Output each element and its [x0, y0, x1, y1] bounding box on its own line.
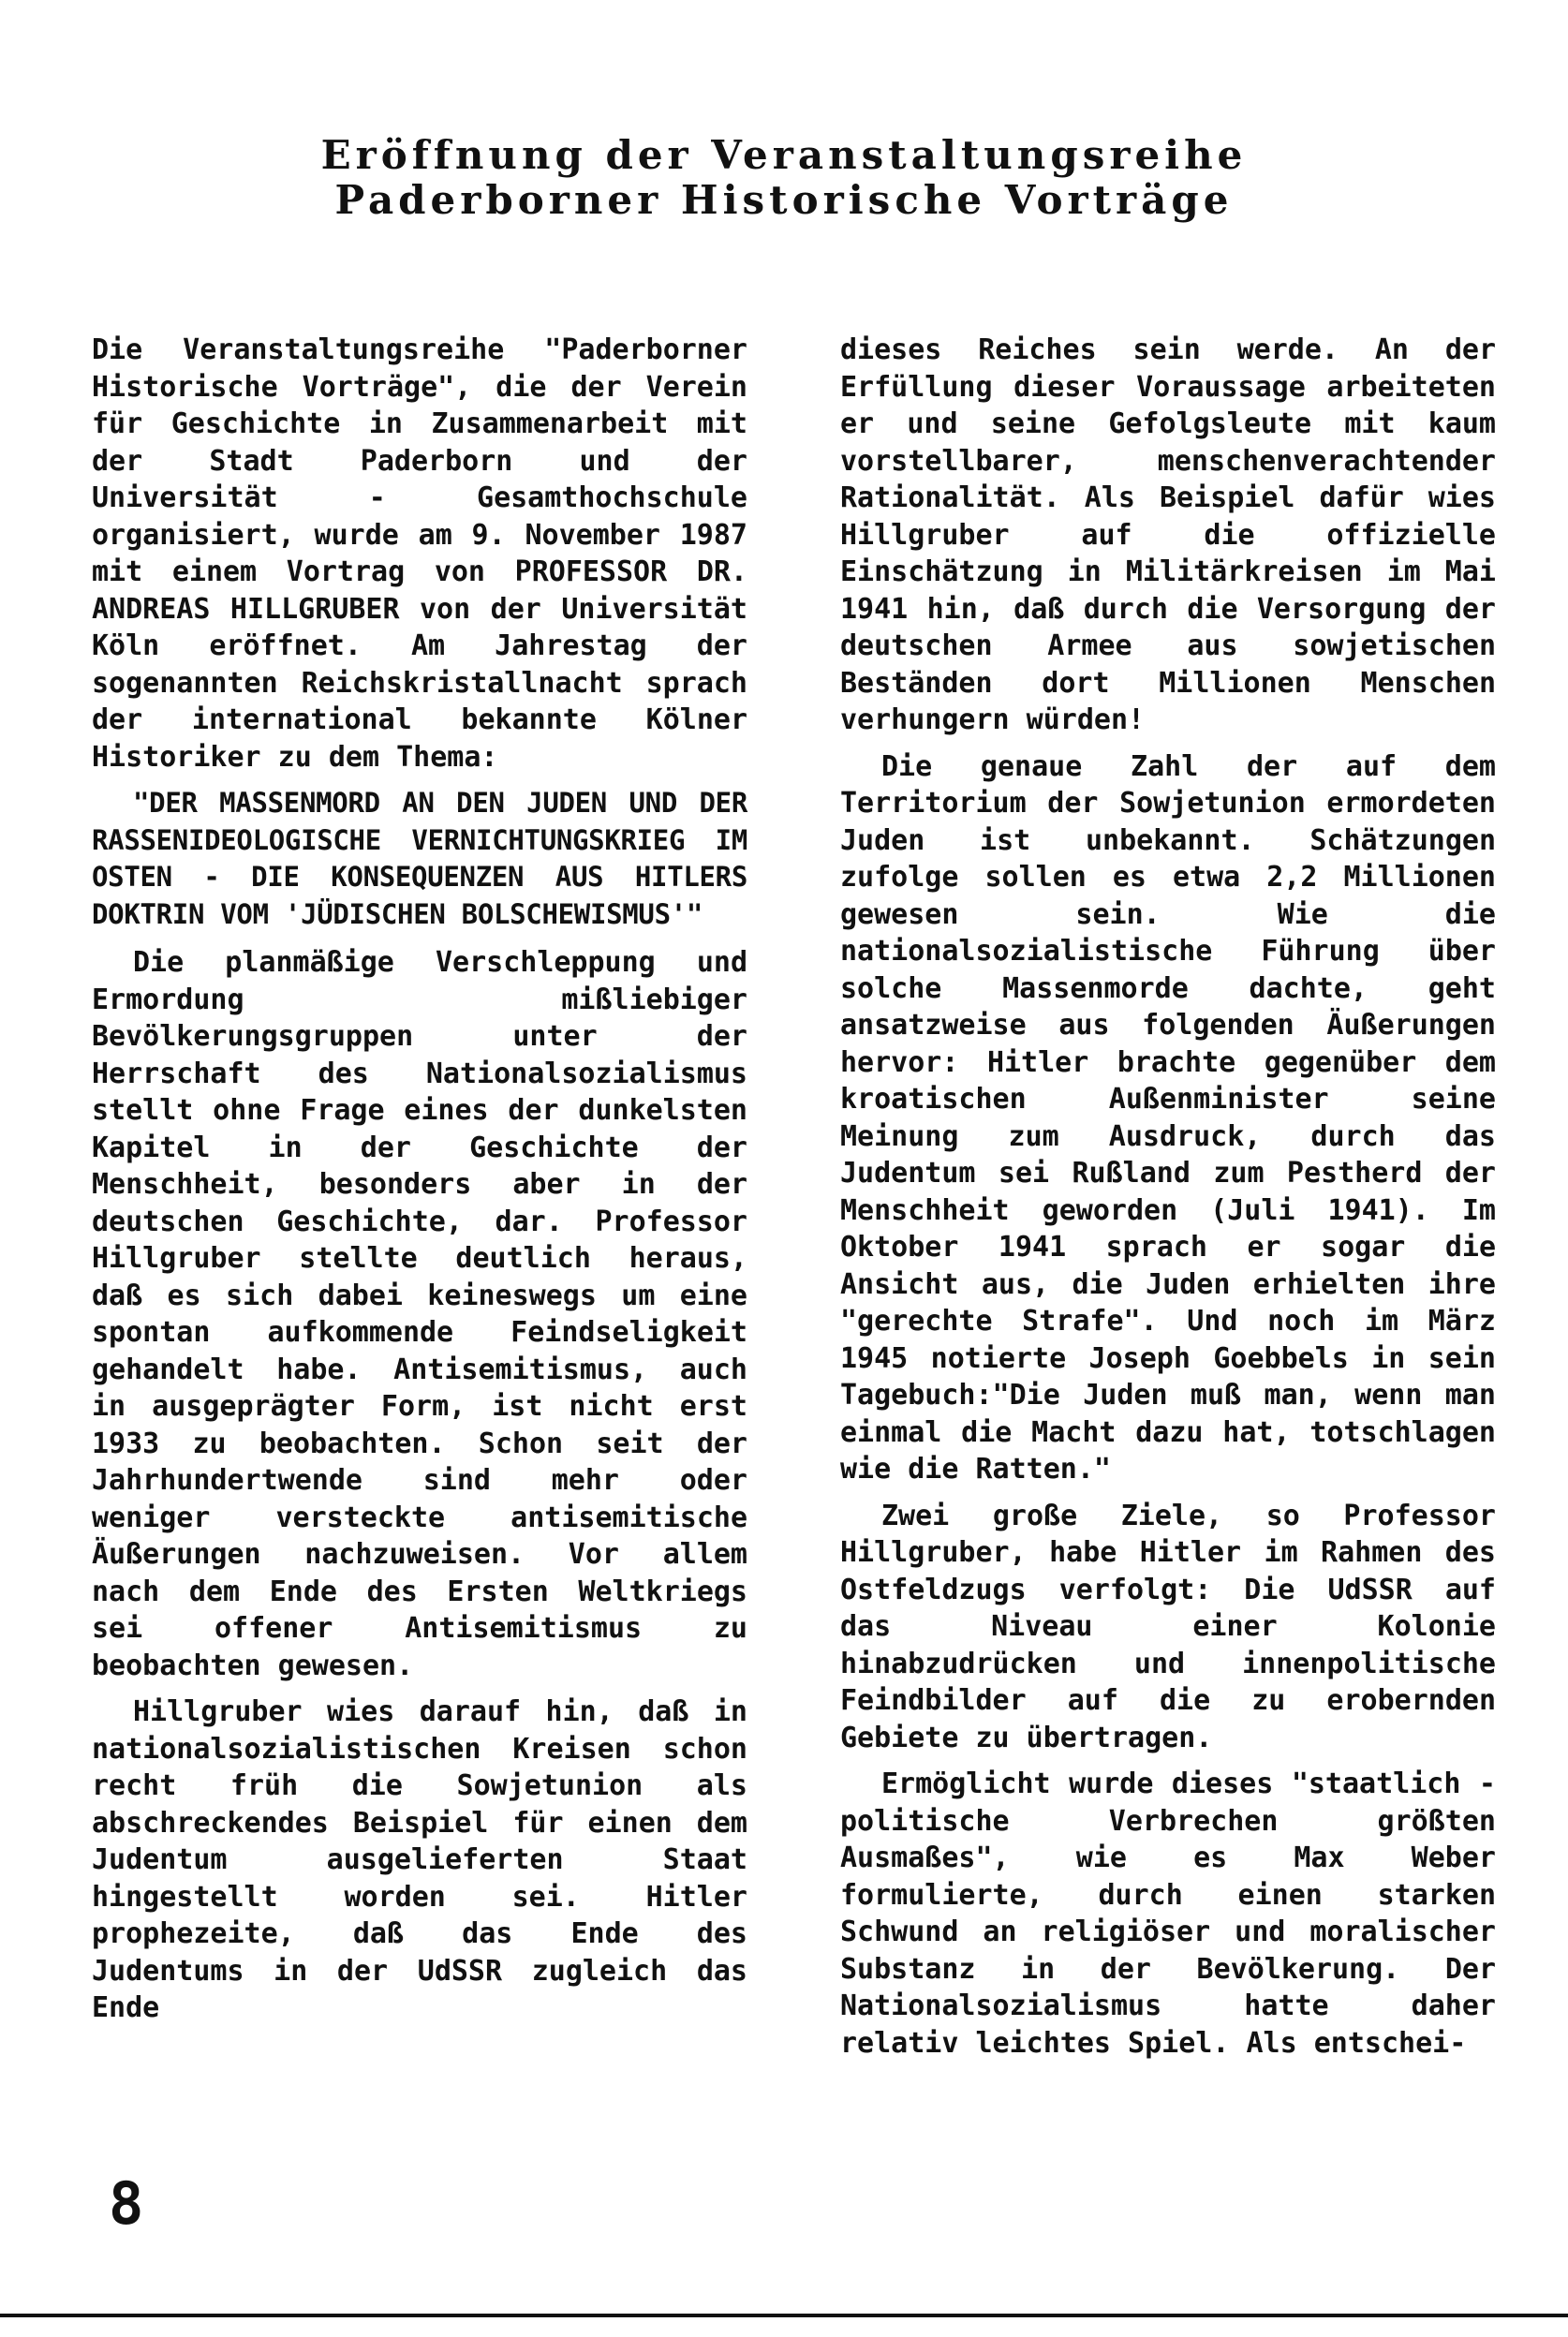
- left-column: [92, 332, 747, 2036]
- paragraph-goals: Zwei große Ziele, so Professor Hillgruber, habe Hitler im Rahmen des Ostfeldzugs verfolgt: Die UdSSR auf das Niveau einer Kolonie hinabzudrücken und innenpolitische Feindbilder auf die zu erobernden Gebiete zu übertragen.: [840, 1499, 1496, 1754]
- bottom-rule: [0, 2314, 1568, 2317]
- lecture-topic-quote: "DER MASSENMORD AN DEN JUDEN UND DER RASSENIDEOLOGISCHE VERNICHTUNGSKRIEG IM OSTEN - DIE KONSEQUENZEN AUS HITLERS DOKTRIN VOM 'JÜDISCHEN BOLSCHEWISMUS'": [92, 787, 747, 930]
- paragraph-intro: Die Veranstaltungsreihe "Paderborner Historische Vorträge", die der Verein für Geschichte in Zusammenarbeit mit der Stadt Paderborn und der Universität - Gesamthochschule organisiert, wurde am 9. November 1987 mit einem Vortrag von PROFESSOR DR. ANDREAS HILLGRUBER von der Universität Köln eröffnet. Am Jahrestag der sogenannten Reichskristallnacht sprach der international bekannte Kölner Historiker zu dem Thema:: [92, 333, 747, 774]
- paragraph-continuation: dieses Reiches sein werde. An der Erfüllung dieser Voraussage arbeiteten er und seine Gefolgsleute mit kaum vorstellbarer, menschenverachtender Rationalität. Als Beispiel dafür wies Hillgruber auf die offizielle Einschätzung in Militärkreisen im Mai 1941 hin, daß durch die Versorgung der deutschen Armee aus sowjetischen Beständen dort Millionen Menschen verhungern würden!: [840, 333, 1496, 736]
- paragraph-persecution: Die planmäßige Verschleppung und Ermordung mißliebiger Bevölkerungsgruppen unter der Herrschaft des Nationalsozialismus stellt ohne Frage eines der dunkelsten Kapitel in der Geschichte der Menschheit, besonders aber in der deutschen Geschichte, dar. Professor Hillgruber stellte deutlich heraus, daß es sich dabei keineswegs um eine spontan aufkommende Feindseligkeit gehandelt habe. Antisemitismus, auch in ausgeprägter Form, ist nicht erst 1933 zu beobachten. Schon seit der Jahrhundertwende sind mehr oder weniger versteckte antisemitische Äußerungen nachzuweisen. Vor allem nach dem Ende des Ersten Weltkriegs sei offener Antisemitismus zu beobachten gewesen.: [92, 946, 747, 1682]
- paragraph-victims: Die genaue Zahl der auf dem Territorium der Sowjetunion ermordeten Juden ist unbekannt. Schätzungen zufolge sollen es etwa 2,2 Millionen gewesen sein. Wie die nationalsozialistische Führung über solche Massenmorde dachte, geht ansatzweise aus folgenden Äußerungen hervor: Hitler brachte gegenüber dem kroatischen Außenminister seine Meinung zum Ausdruck, durch das Judentum sei Rußland zum Pestherd der Menschheit geworden (Juli 1941). Im Oktober 1941 sprach er sogar die Ansicht aus, die Juden erhielten ihre "gerechte Strafe". Und noch im März 1945 notierte Joseph Goebbels in sein Tagebuch:"Die Juden muß man, wenn man einmal die Macht dazu hat, totschlagen wie die Ratten.": [840, 749, 1496, 1486]
- paragraph-weber: Ermöglicht wurde dieses "staatlich - politische Verbrechen größten Ausmaßes", wie es Max Weber formulierte, durch einen starken Schwund an religiöser und moralischer Substanz in der Bevölkerung. Der Nationalsozialismus hatte daher relativ leichtes Spiel. Als entschei-: [840, 1768, 1496, 2060]
- page-number: 8: [109, 2169, 144, 2238]
- right-column: [840, 332, 1496, 2071]
- title-line-1: Eröffnung der Veranstaltungsreihe: [320, 132, 1248, 178]
- title-line-2: Paderborner Historische Vorträge: [334, 177, 1234, 223]
- paragraph-soviet-union: Hillgruber wies darauf hin, daß in nationalsozialistischen Kreisen schon recht früh die Sowjetunion als abschreckendes Beispiel für einen dem Judentum ausgelieferten Staat hingestellt worden sei. Hitler prophezeite, daß das Ende des Judentums in der UdSSR zugleich das Ende: [92, 1695, 747, 2024]
- article-title: [0, 133, 1568, 223]
